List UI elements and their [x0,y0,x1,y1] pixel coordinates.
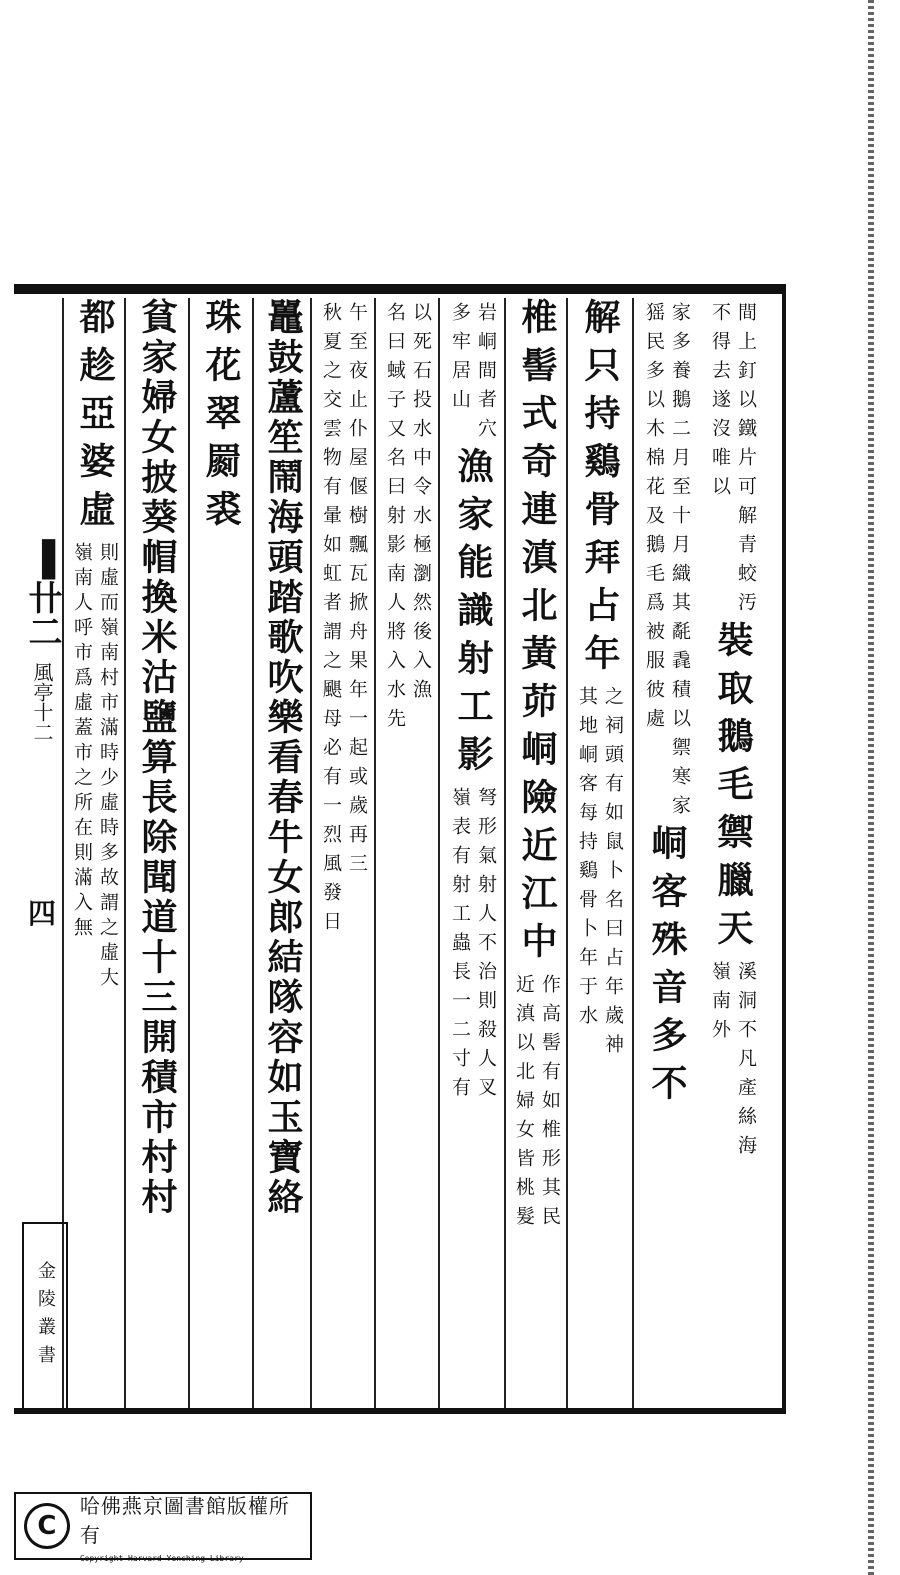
page-number: 四 [27,897,56,930]
copyright-icon: C [24,1503,70,1549]
verse-text: 椎髻式奇連滇北黃茆峒險近江中 [516,298,558,970]
text-column-7 [310,298,376,1408]
annotation-right: 其地峒客每持鷄骨卜年于水 [576,686,598,1034]
volume-label: 卄二 [22,580,62,648]
annotation-right: 嶺南外 [709,961,731,1048]
copyright-english: Copyright Harvard-Yenching Library [79,1553,244,1563]
text-column-4 [504,298,568,1408]
margin-heading [22,540,62,1340]
annotation-right: 嶺南人呼市爲虛蓋市之所在則滿入無 [71,542,93,942]
copyright-watermark [14,1492,312,1563]
text-column-6 [374,298,440,1408]
copyright-chinese: 哈佛燕京圖書館版權所有 [79,1493,290,1547]
annotation-right: 秋夏之交雲物有暈如虹者謂之颶母必有一烈風發日 [320,302,342,940]
verse-text: 裝取鵝毛禦臘天 [712,621,754,957]
annotation-right: 近滇以北婦女皆桃髮 [513,974,535,1235]
text-column-11 [62,298,126,1408]
annotation-left: 之祠頭有如鼠卜名曰占年歲神 [602,686,624,1063]
publisher-name: 金陵叢書 [35,1261,56,1373]
annotation-right: 多牢居山 [449,302,471,418]
verse-text: 漁家能識射工影 [452,447,494,783]
verse-text: 峒客殊音多不 [646,824,688,1112]
text-column-9 [188,298,252,1408]
annotation-left: 午至夜止仆屋偃樹飄瓦掀舟果年一起或歲再三 [346,302,368,882]
text-column-10 [124,298,188,1408]
annotation-left: 岩峒間者穴 [475,302,497,447]
verse-text: 鼉鼓蘆笙鬧海頭踏歌吹樂看春牛女郎結隊容如玉寶絡 [262,298,304,1218]
publisher-box [22,1222,68,1412]
verse-text: 珠花翠罽裘 [200,298,242,538]
text-column-3 [566,298,632,1408]
annotation-right: 猺民多以木棉花及鵝毛爲被服彼處 [643,302,665,737]
annotation-left: 弩形氣射人不治則殺人叉 [475,787,497,1106]
text-column-5 [438,298,506,1408]
verse-text: 貧家婦女披葵帽換米沽鹽算長除聞道十三開積市村村 [136,298,178,1218]
verse-text: 都趁亞婆虛 [74,298,116,538]
annotation-right: 不得去遂沒唯以 [709,302,731,505]
annotation-left: 作高髻有如椎形其民 [539,974,561,1235]
annotation-left: 以死石投水中令水極瀏然後入漁 [410,302,432,708]
annotation-left: 間上釘以鐵片可解青蛟汚 [735,302,757,621]
text-column-1 [700,298,766,1408]
annotation-left: 家多養鵝二月至十月織其氄毳積以禦寒家 [669,302,691,824]
book-title: 風亭十二 [30,662,54,742]
annotation-left: 溪洞不凡產絲海 [735,961,757,1164]
verse-text: 解只持鷄骨拜占年 [579,298,621,682]
page-edge [868,0,874,1575]
text-column-8 [252,298,312,1408]
text-column-2 [632,298,700,1408]
annotation-right: 名曰蜮子又名曰射影南人將入水先 [384,302,406,737]
fishtail-mark: ▐ [28,540,56,580]
annotation-right: 嶺表有射工蟲長一二寸有 [449,787,471,1106]
annotation-left: 則虛而嶺南村市滿時少虛時多故謂之虛大 [97,542,119,992]
